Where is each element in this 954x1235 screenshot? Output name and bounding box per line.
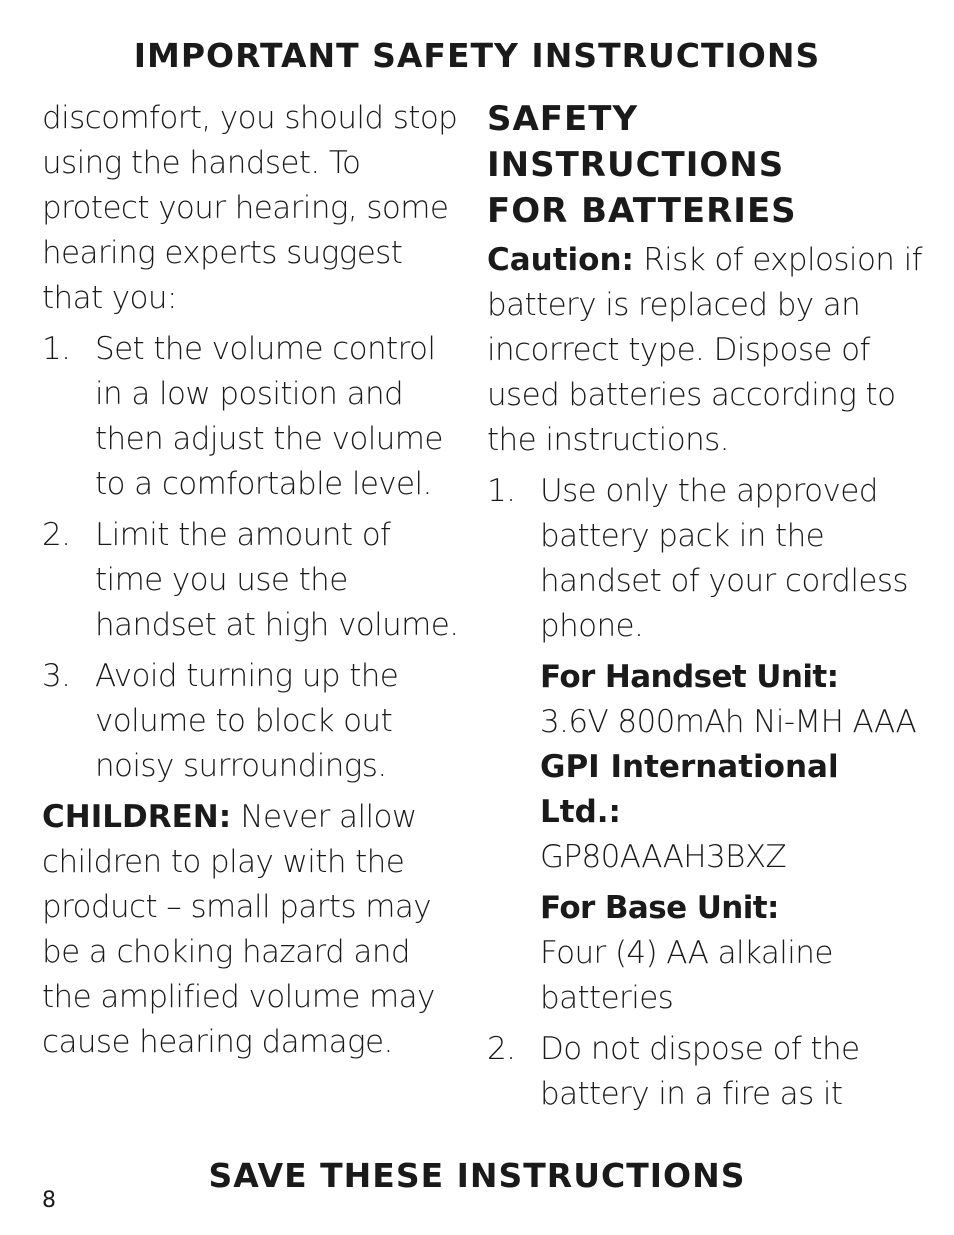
list-number: 1. — [42, 331, 71, 367]
list-item — [42, 513, 467, 648]
base-unit-spec — [540, 886, 927, 1021]
right-column — [487, 96, 927, 1123]
section-title-line: FOR BATTERIES — [487, 191, 797, 231]
list-number: 2. — [487, 1031, 516, 1067]
list-item — [487, 1027, 927, 1117]
handset-unit-spec — [540, 655, 927, 880]
base-unit-label: For Base Unit: — [540, 890, 779, 926]
list-item — [42, 327, 467, 507]
list-text: Use only the approved battery pack in the handset of your cordless phone. — [540, 473, 908, 644]
list-text: Limit the amount of time you use the handset at high volume. — [95, 517, 459, 643]
handset-model: GP80AAAH3BXZ — [540, 839, 787, 875]
list-item — [42, 654, 467, 789]
page-number: 8 — [42, 1188, 56, 1213]
caution-note — [487, 238, 927, 463]
handset-battery-spec — [540, 700, 927, 835]
handset-unit-label: For Handset Unit: — [540, 659, 839, 695]
section-title-line: SAFETY — [487, 99, 639, 139]
handset-maker: GPI International Ltd.: — [540, 749, 839, 830]
list-number: 3. — [42, 658, 71, 694]
handset-spec-text: 3.6V 800mAh Ni-MH AAA — [540, 704, 917, 740]
section-title-line: INSTRUCTIONS — [487, 145, 785, 185]
left-column — [42, 96, 467, 1065]
battery-list — [487, 469, 927, 1117]
list-text: Do not dispose of the battery in a fire as it — [540, 1031, 860, 1112]
page-header-title: IMPORTANT SAFETY INSTRUCTIONS — [133, 36, 821, 75]
children-warning — [42, 795, 467, 1065]
list-text: Avoid turning up the volume to block out noisy surroundings. — [95, 658, 399, 784]
list-item — [487, 469, 927, 1021]
children-text: Never allow children to play with the product – small parts may be a choking hazard and the amplified volume may cause hearing damage. — [42, 799, 435, 1060]
caution-text: Risk of explosion if battery is replaced by an incorrect type. Dispose of used batteries according to the instructions. — [487, 242, 922, 458]
list-number: 2. — [42, 517, 71, 553]
hearing-intro: discomfort, you should stop using the handset. To protect your hearing, some hearing experts suggest that you: — [42, 100, 458, 316]
caution-label: Caution: — [487, 242, 634, 278]
hearing-tips-list — [42, 327, 467, 789]
list-number: 1. — [487, 473, 516, 509]
children-label: CHILDREN: — [42, 799, 232, 835]
page-footer-title: SAVE THESE INSTRUCTIONS — [208, 1156, 746, 1195]
base-unit-text: Four (4) AA alkaline batteries — [540, 935, 833, 1016]
battery-section-title — [487, 96, 927, 234]
list-text: Set the volume control in a low position and then adjust the volume to a comfortable level. — [95, 331, 443, 502]
